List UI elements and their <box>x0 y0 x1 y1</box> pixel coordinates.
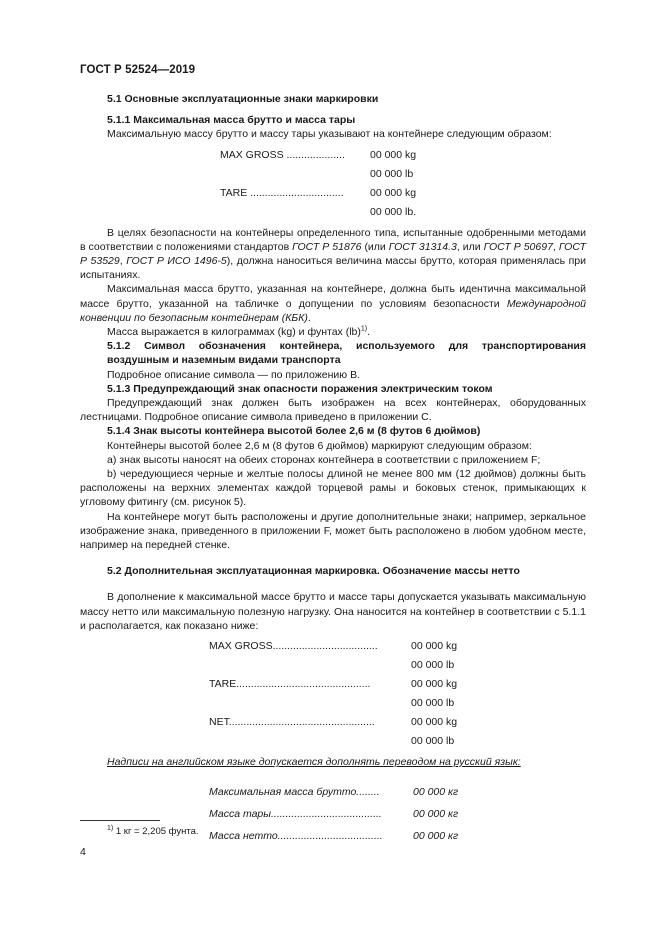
marking-value: 00 000 кг <box>413 808 459 821</box>
list-item-b: b) чередующиеся черные и желтые полосы длиной не менее 800 мм (12 дюймов) должны быть расположены на верхних элементах каждой торцевой рамы и боковых стенок, примыкающих к угловому фитингу (см. рисунок 5). <box>80 468 586 509</box>
marking-block-ru <box>80 781 586 847</box>
footnote-separator <box>80 820 160 821</box>
marking-block-2 <box>80 637 586 751</box>
marking-label: TARE.............................................. <box>209 678 371 691</box>
marking-row <box>80 694 586 713</box>
marking-value: 00 000 lb <box>411 659 455 672</box>
paragraph-max-gross <box>80 282 586 325</box>
text-run: , или <box>456 240 484 253</box>
marking-block-1 <box>80 146 586 222</box>
list-item-a: а) знак высоты наносят на обеих сторонах контейнера в соответствии с приложением F; <box>107 453 541 466</box>
section-5-1-4-intro: Контейнеры высотой более 2,6 м (8 футов 6 дюймов) маркируют следующим образом: <box>107 439 532 452</box>
text-run: (или <box>361 240 389 253</box>
section-5-1-1-intro: Максимальную массу брутто и массу тары указывают на контейнере следующим образом: <box>107 128 552 141</box>
footnote <box>107 826 199 837</box>
section-5-1-1-title: 5.1.1 Максимальная масса брутто и масса тары <box>107 114 356 127</box>
marking-row <box>80 675 586 694</box>
marking-value: 00 000 кг <box>413 830 459 843</box>
page-number: 4 <box>80 846 86 858</box>
text-run: . <box>367 326 371 339</box>
marking-label: Максимальная масса брутто........ <box>209 786 380 799</box>
translation-note: Надписи на английском языке допускается дополнять переводом на русский язык: <box>107 756 521 769</box>
marking-row <box>80 165 586 184</box>
marking-label: MAX GROSS .................... <box>220 149 345 161</box>
convention-ref: Международной конвенции по безопасным контейнерам (КБК) <box>80 297 586 324</box>
standard-ref: ГОСТ 31314.3 <box>388 240 457 253</box>
marking-row <box>80 656 586 675</box>
marking-row <box>80 146 586 165</box>
text-run: Масса выражается в килограммах (kg) и фунтах (lb) <box>107 326 361 339</box>
marking-value: 00 000 kg <box>411 678 458 691</box>
text-run: В целях безопасности на контейнеры определенного типа, испытанные одобренными методами в соответствии с положениями стандартов <box>80 226 586 253</box>
text-run: ), должна наноситься величина массы брутто, которая применялась при испытаниях. <box>80 255 587 282</box>
marking-value: 00 000 kg <box>411 716 458 729</box>
marking-row <box>80 781 586 803</box>
marking-row <box>80 203 586 222</box>
marking-row <box>80 184 586 203</box>
marking-value: 00 000 kg <box>411 640 458 653</box>
marking-value: 00 000 kg <box>370 149 417 161</box>
section-5-1-2-text: Подробное описание символа — по приложению В. <box>107 368 361 381</box>
standard-ref: ГОСТ Р 51876 <box>292 240 362 253</box>
marking-value: 00 000 кг <box>413 786 459 799</box>
marking-label: Масса тары...................................... <box>209 808 382 821</box>
marking-label: Масса нетто.................................... <box>209 830 383 843</box>
marking-value: 00 000 lb <box>411 735 455 748</box>
footnote-text: 1 кг = 2,205 фунта. <box>115 826 199 837</box>
section-5-1-3-title: 5.1.3 Предупреждающий знак опасности поражения электрическим током <box>107 382 493 395</box>
marking-row <box>80 713 586 732</box>
section-5-1-title: 5.1 Основные эксплуатационные знаки маркировки <box>107 93 379 105</box>
section-5-1-3-text: Предупреждающий знак должен быть изображен на всех контейнерах, оборудованных лестницами. Подробное описание символа приведено в приложении С. <box>80 397 586 424</box>
section-5-1-4-title: 5.1.4 Знак высоты контейнера высотой более 2,6 м (8 футов 6 дюймов) <box>107 425 481 438</box>
paragraph-safety-testing <box>80 226 586 283</box>
section-5-2-title: 5.2 Дополнительная эксплуатационная маркировка. Обозначение массы нетто <box>107 565 520 578</box>
marking-label: MAX GROSS.................................... <box>209 640 378 653</box>
marking-value: 00 000 lb. <box>370 206 417 218</box>
text-run: , <box>119 255 127 268</box>
section-5-1-2-title: 5.1.2 Символ обозначения контейнера, используемого для транспортирования воздушным и наземным видами транспорта <box>107 340 586 367</box>
marking-row <box>80 732 586 751</box>
marking-value: 00 000 lb <box>411 697 455 710</box>
footnote-marker: 1) <box>360 325 368 333</box>
marking-label: TARE ................................ <box>220 187 344 199</box>
marking-label: NET.................................................. <box>209 716 375 729</box>
marking-value: 00 000 kg <box>370 187 417 199</box>
standard-code: ГОСТ Р 52524—2019 <box>80 64 196 76</box>
marking-row <box>80 637 586 656</box>
document-body <box>80 92 586 847</box>
text-run: , <box>552 240 559 253</box>
standard-ref: ГОСТ Р 53529 <box>80 240 586 268</box>
paragraph-additional-signs: На контейнере могут быть расположены и другие дополнительные знаки; например, зеркальное изображение знака, приведенного в приложении F, может быть расположено в любом удобном месте, например на передней стенке. <box>80 510 586 552</box>
standard-ref: ГОСТ Р ИСО 1496-5 <box>126 255 227 268</box>
section-5-2-intro: В дополнение к максимальной массе брутто и массе тары допускается указывать максимальную массу нетто или максимальную полезную нагрузку. Она наносится на контейнер в соответствии с 5.1.1 и располагается, как показано ниже: <box>80 591 586 632</box>
footnote-mark: 1) <box>107 824 114 832</box>
marking-row <box>80 803 586 825</box>
standard-ref: ГОСТ Р 50697 <box>483 240 553 253</box>
text-run: . <box>307 311 311 324</box>
text-run: Максимальная масса брутто, указанная на контейнере, должна быть идентична максимальной массе брутто, указанной на табличке о допущении по условиям безопасности <box>80 283 586 310</box>
marking-value: 00 000 lb <box>370 168 414 180</box>
paragraph-mass-units <box>80 325 586 339</box>
